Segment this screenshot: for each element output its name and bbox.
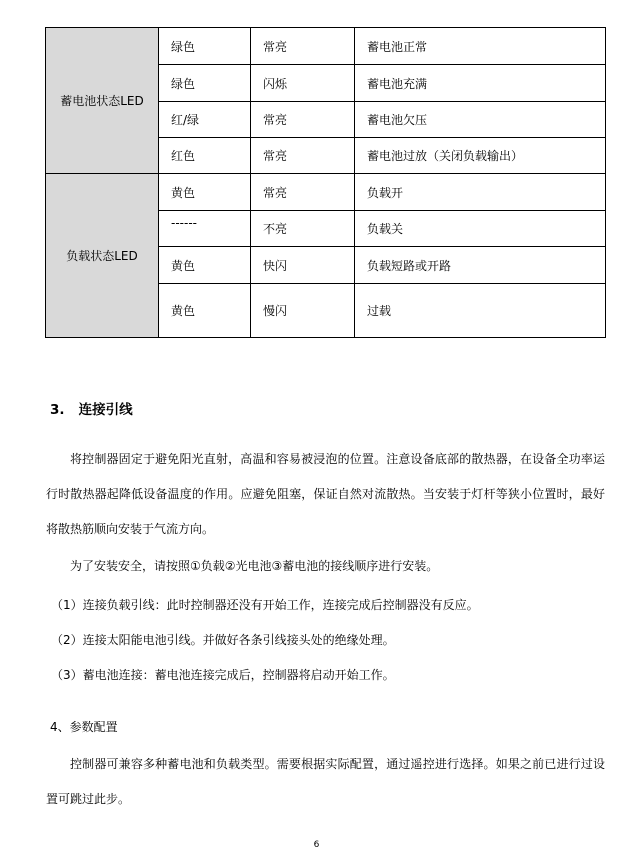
table-row	[46, 174, 606, 211]
led-color-cell: 绿色	[159, 65, 251, 102]
led-color-cell: 红色	[159, 138, 251, 174]
led-state-cell: 常亮	[251, 102, 355, 138]
table-row	[46, 28, 606, 65]
led-meaning-cell: 蓄电池欠压	[355, 102, 606, 138]
section-3-heading: 3. 连接引线	[50, 402, 133, 418]
led-color-cell: ------	[159, 211, 251, 247]
led-state-cell: 不亮	[251, 211, 355, 247]
step-item: （1）连接负载引线：此时控制器还没有开始工作，连接完成后控制器没有反应。	[51, 598, 479, 612]
led-state-cell: 常亮	[251, 138, 355, 174]
step-item: （2）连接太阳能电池引线。并做好各条引线接头处的绝缘处理。	[51, 633, 395, 647]
page-number: 6	[313, 840, 320, 850]
led-meaning-cell: 负载关	[355, 211, 606, 247]
led-color-cell: 红/绿	[159, 102, 251, 138]
led-meaning-cell: 蓄电池正常	[355, 28, 606, 65]
led-meaning-cell: 过载	[355, 284, 606, 338]
led-meaning-cell: 负载短路或开路	[355, 247, 606, 284]
section-4-heading: 4、参数配置	[50, 720, 118, 734]
led-state-cell: 快闪	[251, 247, 355, 284]
load-led-group-label: 负载状态LED	[46, 174, 159, 338]
step-item: （3）蓄电池连接：蓄电池连接完成后，控制器将启动开始工作。	[51, 668, 395, 682]
led-state-cell: 常亮	[251, 174, 355, 211]
battery-led-group-label: 蓄电池状态LED	[46, 28, 159, 174]
led-color-cell: 黄色	[159, 284, 251, 338]
led-state-cell: 闪烁	[251, 65, 355, 102]
led-color-cell: 绿色	[159, 28, 251, 65]
section-4-paragraph: 控制器可兼容多种蓄电池和负载类型。需要根据实际配置，通过遥控进行选择。如果之前已进行过设置可跳过此步。	[46, 757, 605, 806]
section-3-paragraph: 将控制器固定于避免阳光直射，高温和容易被浸泡的位置。注意设备底部的散热器，在设备全功率运行时散热器起降低设备温度的作用。应避免阻塞，保证自然对流散热。当安装于灯杆等狭小位置时，最好将散热筋顺向安装于气流方向。	[46, 452, 605, 536]
led-state-cell: 慢闪	[251, 284, 355, 338]
led-status-table	[45, 27, 606, 338]
led-meaning-cell: 蓄电池充满	[355, 65, 606, 102]
led-meaning-cell: 负载开	[355, 174, 606, 211]
led-state-cell: 常亮	[251, 28, 355, 65]
led-color-cell: 黄色	[159, 174, 251, 211]
install-order-paragraph: 为了安装安全，请按照①负载②光电池③蓄电池的接线顺序进行安装。	[70, 559, 439, 573]
led-color-cell: 黄色	[159, 247, 251, 284]
led-meaning-cell: 蓄电池过放（关闭负载输出）	[355, 138, 606, 174]
